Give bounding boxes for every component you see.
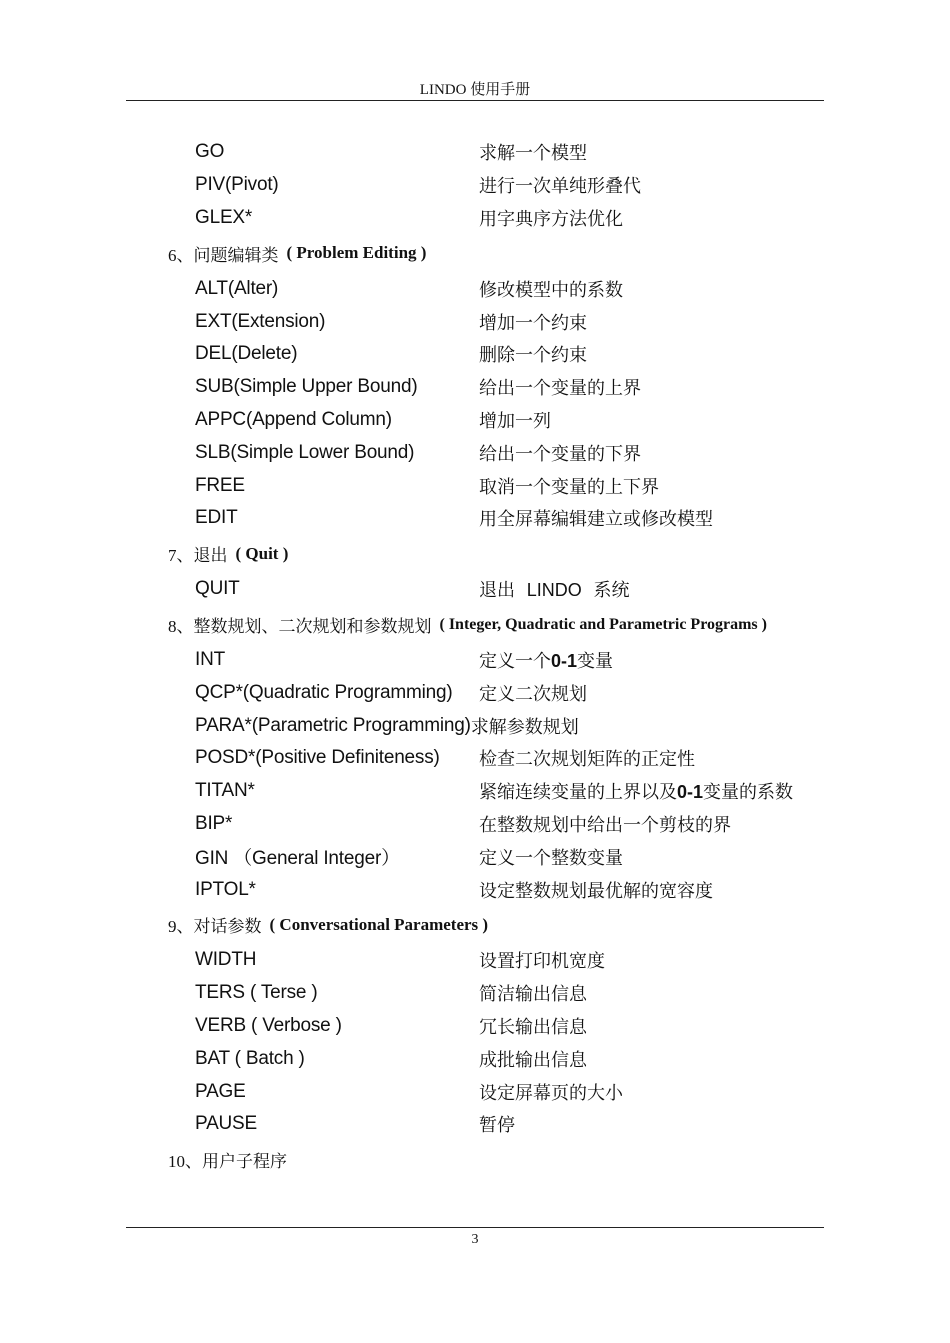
command-name: PIV(Pivot) (195, 174, 279, 196)
command-name: BAT ( Batch ) (195, 1047, 305, 1069)
section-title-en: ( Problem Editing ) (286, 243, 427, 263)
command-row (168, 338, 828, 371)
command-row (168, 709, 828, 742)
section-title-en: ( Quit ) (235, 543, 289, 563)
command-row (168, 742, 828, 775)
command-desc-part: LINDO (526, 580, 582, 601)
section-title-en: ( Integer, Quadratic and Parametric Programs ) (439, 615, 767, 633)
section-number: 6、 (168, 245, 194, 265)
command-name: ALT(Alter) (195, 277, 279, 299)
command-name: GIN （General Integer） (195, 848, 400, 870)
section-title: 退出 (193, 546, 228, 567)
command-row (168, 840, 828, 873)
section-heading-7 (168, 535, 828, 573)
command-name: SUB(Simple Upper Bound) (195, 376, 418, 398)
command-desc-part: 变量的系数 (703, 782, 794, 804)
command-desc: 增加一个约束 (479, 312, 587, 334)
command-row (168, 977, 828, 1010)
command-name: GLEX* (195, 206, 253, 228)
command-desc: 求解参数规划 (470, 716, 579, 738)
command-name: PAGE (195, 1080, 246, 1102)
section-title: 问题编辑类 (193, 245, 279, 266)
command-desc: 成批输出信息 (479, 1049, 587, 1071)
command-row (168, 436, 828, 469)
section-heading-9 (168, 906, 828, 944)
command-name: VERB ( Verbose ) (195, 1014, 342, 1036)
section-number: 9、 (168, 917, 194, 937)
command-name: EXT(Extension) (195, 310, 326, 332)
command-desc: 增加一列 (479, 410, 551, 432)
section-number: 7、 (168, 546, 194, 566)
command-desc: 简洁输出信息 (479, 984, 587, 1006)
command-row (168, 808, 828, 841)
command-name: EDIT (195, 507, 238, 529)
running-header: LINDO 使用手册 (419, 82, 531, 98)
command-name: WIDTH (195, 949, 257, 971)
section-heading-8 (168, 606, 828, 644)
command-desc: 进行一次单纯形叠代 (479, 176, 641, 198)
command-desc: 设置打印机宽度 (479, 951, 605, 973)
section-title: 用户子程序 (202, 1152, 287, 1173)
command-desc: 设定屏幕页的大小 (479, 1082, 623, 1104)
command-name: BIP* (195, 812, 233, 834)
command-row (168, 469, 828, 502)
command-row (168, 371, 828, 404)
command-desc-part: 紧缩连续变量的上界以及 (479, 782, 677, 804)
command-desc-part: 0-1 (677, 782, 704, 803)
command-desc: 冗长输出信息 (479, 1016, 587, 1038)
command-row (168, 305, 828, 338)
command-row (168, 502, 828, 535)
command-name: FREE (195, 474, 245, 496)
command-desc: 暂停 (479, 1115, 515, 1137)
command-desc: 给出一个变量的下界 (479, 443, 641, 465)
command-row (168, 944, 828, 977)
section-title-en: ( Conversational Parameters ) (269, 914, 489, 934)
command-name: INT (195, 648, 226, 670)
command-desc (479, 647, 613, 673)
command-desc: 修改模型中的系数 (479, 279, 623, 301)
command-name: SLB(Simple Lower Bound) (195, 441, 415, 463)
command-desc-part: 退出 (479, 580, 515, 602)
command-desc: 设定整数规划最优解的宽容度 (479, 880, 713, 902)
command-row (168, 1010, 828, 1043)
command-desc: 在整数规划中给出一个剪枝的界 (479, 814, 731, 836)
command-name: DEL(Delete) (195, 343, 298, 365)
command-row (168, 136, 828, 169)
command-desc: 定义二次规划 (479, 683, 587, 705)
command-desc: 用全屏幕编辑建立或修改模型 (479, 509, 713, 531)
command-name: GO (195, 141, 225, 163)
command-name: TITAN* (195, 780, 255, 802)
command-row (168, 1042, 828, 1075)
command-row (168, 1075, 828, 1108)
command-name: APPC(Append Column) (195, 408, 392, 430)
command-desc: 求解一个模型 (479, 143, 587, 165)
command-desc: 检查二次规划矩阵的正定性 (479, 749, 695, 771)
section-heading-10 (168, 1141, 828, 1179)
command-desc: 给出一个变量的上界 (479, 378, 641, 400)
section-number: 8、 (168, 617, 194, 637)
section-heading-6 (168, 234, 828, 272)
command-row (168, 169, 828, 202)
command-row (168, 202, 828, 235)
command-name: TERS ( Terse ) (195, 982, 318, 1004)
command-desc-part: 0-1 (551, 650, 578, 671)
command-name: IPTOL* (195, 878, 256, 900)
command-row (168, 775, 828, 808)
header-rule (126, 100, 824, 101)
command-desc (479, 576, 629, 602)
section-title: 整数规划、二次规划和参数规划 (193, 617, 432, 638)
command-desc-part: 定义一个 (479, 650, 551, 672)
command-desc-part: 系统 (593, 580, 630, 602)
footer-rule (126, 1227, 824, 1228)
command-name: POSD*(Positive Definiteness) (195, 747, 440, 769)
command-desc-part: 变量 (577, 650, 614, 672)
command-row (168, 573, 828, 606)
command-desc: 取消一个变量的上下界 (479, 476, 659, 498)
command-name: QCP*(Quadratic Programming) (195, 681, 453, 703)
command-row (168, 1108, 828, 1141)
command-row (168, 644, 828, 677)
section-title: 对话参数 (193, 917, 262, 938)
page-number: 3 (471, 1232, 479, 1247)
command-list (168, 136, 828, 1179)
command-desc: 用字典序方法优化 (479, 208, 623, 230)
section-number: 10、 (168, 1152, 202, 1172)
command-row (168, 272, 828, 305)
command-row (168, 404, 828, 437)
command-row (168, 873, 828, 906)
command-desc (479, 778, 793, 804)
command-name: PAUSE (195, 1113, 258, 1135)
command-name: QUIT (195, 578, 240, 600)
command-desc: 定义一个整数变量 (479, 847, 623, 869)
command-row (168, 676, 828, 709)
command-desc: 删除一个约束 (479, 345, 587, 367)
command-name: PARA*(Parametric Programming) (195, 714, 471, 736)
